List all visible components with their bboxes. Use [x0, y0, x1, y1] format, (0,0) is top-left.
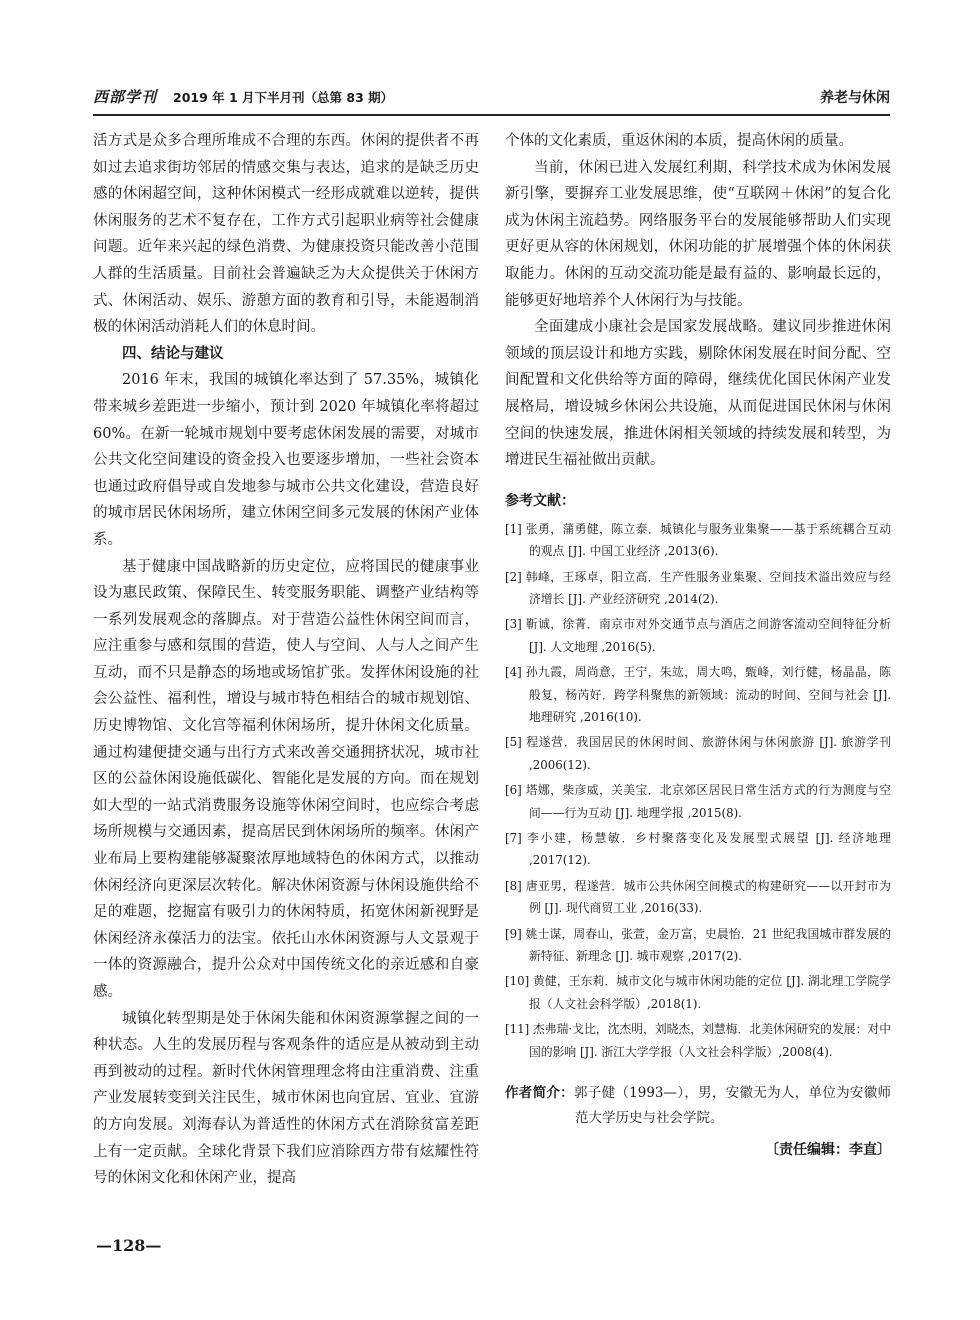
- author-bio-text: 郭子健（1993—），男，安徽无为人，单位为安徽师范大学历史与社会学院。: [573, 1085, 892, 1127]
- paragraph: 城镇化转型期是处于休闲失能和休闲资源掌握之间的一种状态。人生的发展历程与客观条件的适应是从被动到主动再到被动的过程。新时代休闲管理理念将由注重消费、注重产业发展转变到关注民生，城市休闲也向宜居、宜业、宜游的方向发展。刘海春认为普适性的休闲方式在消除贫富差距上有一定贡献。全球化背景下我们应消除西方带有炫耀性符号的休闲文化和休闲产业，提高: [93, 1010, 479, 1187]
- left-column: [93, 128, 479, 1192]
- responsible-editor: 〔责任编辑：李直〕: [765, 1142, 891, 1159]
- reference-item: [7] 李小建，杨慧敏．乡村聚落变化及发展型式展望 [J]. 经济地理 ,2017(12).: [505, 831, 891, 868]
- reference-item: [2] 韩峰，王琢卓，阳立高．生产性服务业集聚、空间技术溢出效应与经济增长 [J]. 产业经济研究 ,2014(2).: [505, 569, 891, 606]
- running-header: [93, 86, 890, 116]
- reference-item: [6] 塔娜，柴彦威，关美宝．北京郊区居民日常生活方式的行为测度与空间——行为互动 [J]. 地理学报 ,2015(8).: [505, 783, 891, 820]
- journal-logo: 西部学刊: [93, 88, 158, 106]
- paragraph: 当前，休闲已进入发展红利期，科学技术成为休闲发展新引擎，要摒弃工业发展思维，使“互联网＋休闲”的复合化成为休闲主流趋势。网络服务平台的发展能够帮助人们实现更好更从容的休闲规划，休闲功能的扩展增强个体的休闲获取能力。休闲的互动交流功能是最有益的、影响最长远的，能够更好地培养个人休闲行为与技能。: [505, 159, 891, 309]
- reference-list: [505, 518, 891, 1063]
- paragraph: 活方式是众多合理所堆成不合理的东西。休闲的提供者不再如过去追求街坊邻居的情感交集与表达，追求的是缺乏历史感的休闲超空间，这种休闲模式一经形成就难以逆转，提供休闲服务的艺术不复存在，工作方式引起职业病等社会健康问题。近年来兴起的绿色消费、为健康投资只能改善小范围人群的生活质量。目前社会普遍缺乏为大众提供关于休闲方式、休闲活动、娱乐、游憩方面的教育和引导，未能遏制消极的休闲活动消耗人们的休息时间。: [93, 133, 479, 336]
- section-heading: 四、结论与建议: [122, 345, 224, 362]
- reference-item: [4] 孙九霞，周尚意，王宁，朱竑，周大鸣，甄峰，刘行健，杨晶晶，陈般复，杨芮好．跨学科聚焦的新领域：流动的时间、空间与社会 [J]. 地理研究 ,2016(10).: [505, 665, 891, 724]
- reference-item: [10] 黄健，王东莉．城市文化与城市休闲功能的定位 [J]. 湖北理工学院学报（人文社会科学版）,2018(1).: [505, 974, 891, 1011]
- page-number: —128—: [96, 1236, 162, 1255]
- author-bio: [505, 1081, 891, 1131]
- journal-issue: 2019 年 1 月下半月刊（总第 83 期）: [173, 90, 394, 105]
- paragraph: 个体的文化素质，重返休闲的本质，提高休闲的质量。: [505, 133, 853, 149]
- right-column: [505, 128, 891, 1164]
- paragraph: 基于健康中国战略新的历史定位，应将国民的健康事业设为惠民政策、保障民生、转变服务职能、调整产业结构等一系列发展观念的落脚点。对于营造公益性休闲空间而言，应注重参与感和氛围的营造，使人与空间、人与人之间产生互动，而不只是静态的场地或场馆扩张。发挥休闲设施的社会公益性、福利性，增设与城市特色相结合的城市规划馆、历史博物馆、文化宫等福利休闲场所，提升休闲文化质量。通过构建便捷交通与出行方式来改善交通拥挤状况，城市社区的公益休闲设施低碳化、智能化是发展的方向。而在规划如大型的一站式消费服务设施等休闲空间时，也应综合考虑场所规模与交通因素，提高居民到休闲场所的频率。休闲产业布局上要构建能够凝聚浓厚地域特色的休闲方式，以推动休闲经济向更深层次转化。解决休闲资源与休闲设施供给不足的难题，挖掘富有吸引力的休闲特质，拓宽休闲新视野是休闲经济永葆活力的法宝。依托山水休闲资源与人文景观于一体的资源融合，提升公众对中国传统文化的亲近感和自豪感。: [93, 558, 479, 1000]
- reference-item: [1] 张勇，蒲勇健，陈立泰．城镇化与服务业集聚——基于系统耦合互动的观点 [J]. 中国工业经济 ,2013(6).: [505, 521, 891, 559]
- references-title: 参考文献：: [505, 492, 575, 509]
- paragraph: 2016 年末，我国的城镇化率达到了 57.35%，城镇化带来城乡差距进一步缩小，预计到 2020 年城镇化率将超过 60%。在新一轮城市规划中要考虑休闲发展的需要，对城市公共文化空间建设的资金投入也要逐步增加，一些社会资本也通过政府倡导或自发地参与城市公共文化建设，营造良好的城市居民休闲场所，建立休闲空间多元发展的休闲产业体系。: [93, 372, 479, 548]
- author-bio-label: 作者简介：: [505, 1085, 574, 1102]
- reference-item: [11] 杰弗瑞·戈比，沈杰明，刘晓杰，刘慧梅．北美休闲研究的发展：对中国的影响 [J]. 浙江大学学报（人文社会科学版）,2008(4).: [505, 1022, 891, 1059]
- reference-item: [9] 姚士谋，周春山，张萱，金万富，史晨怡．21 世纪我国城市群发展的新特征、新理念 [J]. 城市观察 ,2017(2).: [505, 926, 891, 964]
- reference-item: [8] 唐亚男，程遂营．城市公共休闲空间模式的构建研究——以开封市为例 [J]. 现代商贸工业 ,2016(33).: [505, 878, 891, 916]
- paragraph: 全面建成小康社会是国家发展战略。建议同步推进休闲领域的顶层设计和地方实践，剔除休闲发展在时间分配、空间配置和文化供给等方面的障碍，继续优化国民休闲产业发展格局，增设城乡休闲公共设施，从而促进国民休闲与休闲空间的快速发展，推进休闲相关领域的持续发展和转型，为增进民生福祉做出贡献。: [505, 319, 891, 469]
- reference-item: [5] 程遂营．我国居民的休闲时间、旅游休闲与休闲旅游 [J]. 旅游学刊 ,2006(12).: [505, 735, 891, 772]
- section-name: 养老与休闲: [820, 90, 890, 106]
- reference-item: [3] 靳诚，徐菁．南京市对外交通节点与酒店之间游客流动空间特征分析 [J]. 人文地理 ,2016(5).: [505, 617, 891, 654]
